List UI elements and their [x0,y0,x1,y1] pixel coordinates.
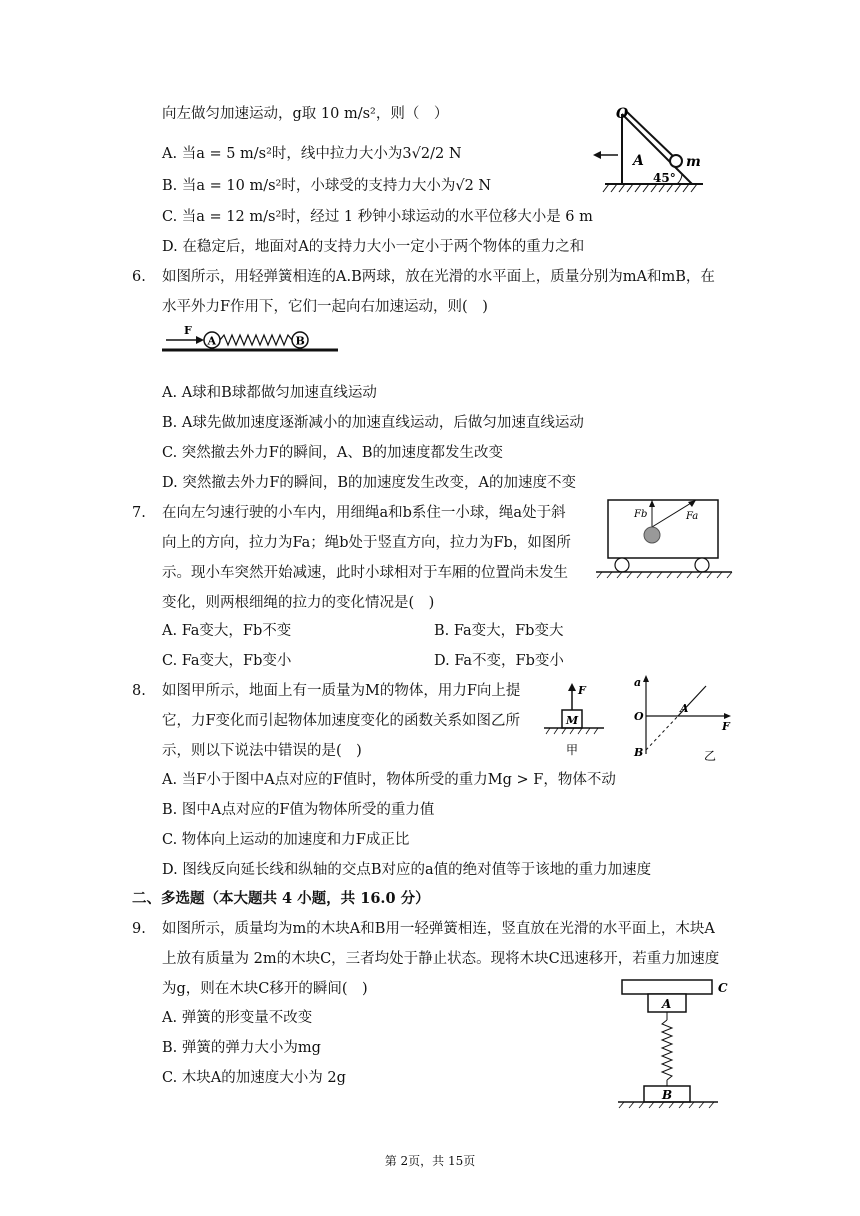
q8-figure-yi [624,674,734,764]
q5-stem-tail: 向左做匀加速运动，g取 10 m/s²，则（ ） [162,106,449,122]
q7-number: 7. [132,505,146,521]
q7-stem-line-2: 向上的方向，拉力为Fa；绳b处于竖直方向，拉力为Fb，如图所 [162,535,571,551]
q9-label-c: C [718,981,728,995]
q5-incline-figure [585,100,725,195]
q8-label-yi: 乙 [704,749,717,763]
q9-option-b: B. 弹簧的弹力大小为mg [162,1040,321,1056]
q8-label-b-point: B [634,746,644,759]
q7-label-fa: Fa [686,511,699,522]
q7-option-b: B. Fa变大，Fb变大 [434,623,564,639]
q6-option-b: B. A球先做加速度逐渐减小的加速直线运动，后做匀加速直线运动 [162,415,584,431]
section-title-multiple-choice: 二、多选题（本大题共 4 小题，共 16.0 分） [132,890,430,907]
q9-label-a: A [662,997,672,1011]
q6-spring-figure [162,320,342,356]
q5-option-b: B. 当a = 10 m/s²时，小球受的支持力大小为√2 N [162,178,492,194]
q8-option-d: D. 图线反向延长线和纵轴的交点B对应的a值的绝对值等于该地的重力加速度 [162,862,652,878]
q7-option-d: D. Fa不变，Fb变小 [434,653,564,669]
q9-stem-line-2: 上放有质量为 2m的木块C，三者均处于静止状态。现将木块C迅速移开，若重力加速度 [162,951,720,967]
q8-label-f: F [578,684,586,697]
q6-option-a: A. A球和B球都做匀加速直线运动 [162,385,377,401]
q5-label-angle: 45° [653,171,676,185]
q8-option-a: A. 当F小于图中A点对应的F值时，物体所受的重力Mg > F，物体不动 [162,772,616,788]
q6-stem-line-1: 如图所示，用轻弹簧相连的A.B两球，放在光滑的水平面上，质量分别为mA和mB，在 [162,269,715,285]
q6-label-b: B [295,334,305,348]
q8-number: 8. [132,683,146,699]
q5-label-o: O [616,106,629,122]
q5-option-d: D. 在稳定后，地面对A的支持力大小一定小于两个物体的重力之和 [162,239,585,255]
q9-stem-line-1: 如图所示，质量均为m的木块A和B用一轻弹簧相连，竖直放在光滑的水平面上，木块A [162,921,715,937]
q6-option-d: D. 突然撤去外力F的瞬间，B的加速度发生改变，A的加速度不变 [162,475,577,491]
q7-label-fb: Fb [634,509,648,520]
q5-label-m: m [686,154,701,170]
q6-number: 6. [132,269,146,285]
q5-option-a: A. 当a = 5 m/s²时，线中拉力大小为3√2/2 N [162,146,462,162]
q6-label-f: F [184,324,192,337]
q9-option-c: C. 木块A的加速度大小为 2g [162,1070,346,1086]
q7-option-c: C. Fa变大，Fb变小 [162,653,292,669]
q9-stem-line-3: 为g，则在木块C移开的瞬间( ) [162,981,368,997]
q8-label-jia: 甲 [566,743,579,757]
q8-figure-jia [542,680,612,760]
q8-label-m: M [566,714,579,727]
q7-cart-figure [596,495,736,580]
q8-option-b: B. 图中A点对应的F值为物体所受的重力值 [162,802,435,818]
q8-label-f-axis: F [722,720,730,733]
page-footer: 第 2页，共 15页 [384,1154,476,1168]
q8-label-o: O [634,710,644,723]
q8-stem-line-3: 示，则以下说法中错误的是( ) [162,743,362,759]
q7-option-a: A. Fa变大，Fb不变 [162,623,292,639]
q8-label-a-point: A [680,702,689,715]
q5-option-c: C. 当a = 12 m/s²时，经过 1 秒钟小球运动的水平位移大小是 6 m [162,209,593,225]
q8-stem-line-2: 它，力F变化而引起物体加速度变化的函数关系如图乙所 [162,713,521,729]
q6-stem-line-2: 水平外力F作用下，它们一起向右加速运动，则( ) [162,299,488,315]
q5-label-a: A [633,153,644,169]
q8-label-a-axis: a [634,676,642,689]
q7-stem-line-3: 示。现小车突然开始减速，此时小球相对于车厢的位置尚未发生 [162,565,568,581]
q7-stem-line-1: 在向左匀速行驶的小车内，用细绳a和b系住一小球，绳a处于斜 [162,505,566,521]
q8-stem-line-1: 如图甲所示，地面上有一质量为M的物体，用力F向上提 [162,683,521,699]
q9-number: 9. [132,921,146,937]
q9-option-a: A. 弹簧的形变量不改变 [162,1010,313,1026]
q6-label-a: A [207,334,217,348]
q6-option-c: C. 突然撤去外力F的瞬间，A、B的加速度都发生改变 [162,445,503,461]
q9-spring-blocks-figure [614,976,744,1111]
q9-label-b: B [662,1088,673,1102]
q7-stem-line-4: 变化，则两根细绳的拉力的变化情况是( ) [162,595,435,611]
q8-option-c: C. 物体向上运动的加速度和力F成正比 [162,832,410,848]
